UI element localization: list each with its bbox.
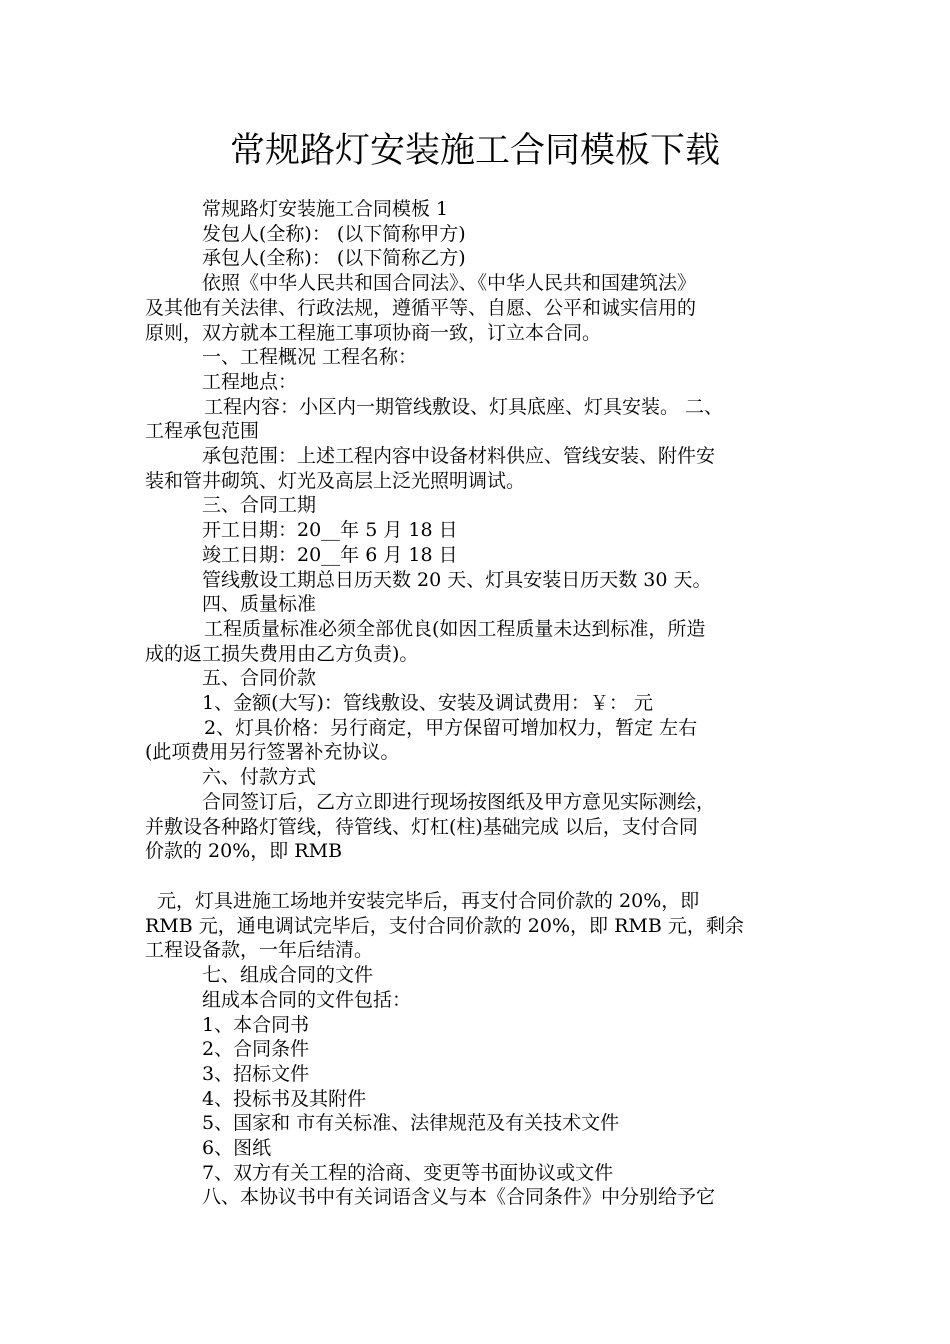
list-item: 6、图纸 [202,1137,272,1160]
paragraph-line: 常规路灯安装施工合同模板 1 [202,198,449,220]
paragraph-line: 原则，双方就本工程施工事项协商一致，订立本合同。 [145,321,602,344]
list-item: 7、双方有关工程的洽商、变更等书面协议或文件 [202,1161,614,1184]
paragraph-line: 工程设备款，一年后结清。 [145,939,374,962]
paragraph-line: 承包范围：上述工程内容中设备材料供应、管线安装、附件安 [202,445,716,468]
list-item: 1、本合同书 [202,1013,310,1036]
paragraph-line: 工程质量标准必须全部优良(如因工程质量未达到标准，所造 [204,617,706,640]
paragraph-line: 六、付款方式 [202,766,317,789]
paragraph-line: 发包人(全称)： (以下简称甲方) [202,222,466,245]
list-item: 4、投标书及其附件 [202,1087,367,1110]
list-item: 2、合同条件 [202,1038,310,1061]
paragraph-line: 装和管井砌筑、灯光及高层上泛光照明调试。 [145,469,526,492]
paragraph-line: 工程内容：小区内一期管线敷设、灯具底座、灯具安装。 二、 [204,395,724,418]
paragraph-line: 三、合同工期 [202,494,317,517]
paragraph-line: 价款的 20%，即 RMB [145,840,343,863]
paragraph-line: RMB 元，通电调试完毕后，支付合同价款的 20%，即 RMB 元，剩余 [145,914,744,937]
paragraph-line: 工程承包范围 [145,420,260,443]
paragraph-line: 工程地点： [202,370,298,393]
paragraph-line: 1、金额(大写)：管线敷设、安装及调试费用：￥： 元 [202,692,653,715]
paragraph-line: 合同签订后，乙方立即进行现场按图纸及甲方意见实际测绘， [202,790,716,813]
paragraph-line: 开工日期：20__年 5 月 18 日 [202,519,458,542]
document-body [145,197,810,1210]
list-item: 3、招标文件 [202,1062,310,1085]
paragraph-line: 依照《中华人民共和国合同法》、《中华人民共和国建筑法》 [202,272,697,295]
paragraph-line: 元，灯具进施工场地并安装完毕后，再支付合同价款的 20%，即 [157,889,700,912]
paragraph-line: 成的返工损失费用由乙方负责)。 [145,642,419,665]
paragraph-line: 管线敷设工期总日历天数 20 天、灯具安装日历天数 30 天。 [202,568,712,591]
paragraph-line: 一、工程概况 工程名称： [202,346,418,369]
paragraph-gap [145,864,810,889]
paragraph-line: (此项费用另行签署补充协议。 [145,741,400,764]
paragraph-line: 承包人(全称)： (以下简称乙方) [202,247,466,270]
paragraph-line: 及其他有关法律、行政法规，遵循平等、自愿、公平和诚实信用的 [145,296,697,319]
paragraph-line: 四、质量标准 [202,593,317,616]
paragraph-line: 八、本协议书中有关词语含义与本《合同条件》中分别给予它 [202,1186,716,1209]
paragraph-line: 2、灯具价格：另行商定，甲方保留可增加权力，暂定 左右 [204,716,698,739]
paragraph-line: 七、组成合同的文件 [202,964,374,987]
list-item: 5、国家和 市有关标准、法律规范及有关技术文件 [202,1112,620,1135]
paragraph-line: 竣工日期：20__年 6 月 18 日 [202,543,458,566]
paragraph-line: 组成本合同的文件包括： [202,988,412,1011]
paragraph-line: 五、合同价款 [202,667,317,690]
document-title: 常规路灯安装施工合同模板下载 [229,131,720,171]
paragraph-line: 并敷设各种路灯管线，待管线、灯杠(柱)基础完成 以后，支付合同 [145,815,698,838]
